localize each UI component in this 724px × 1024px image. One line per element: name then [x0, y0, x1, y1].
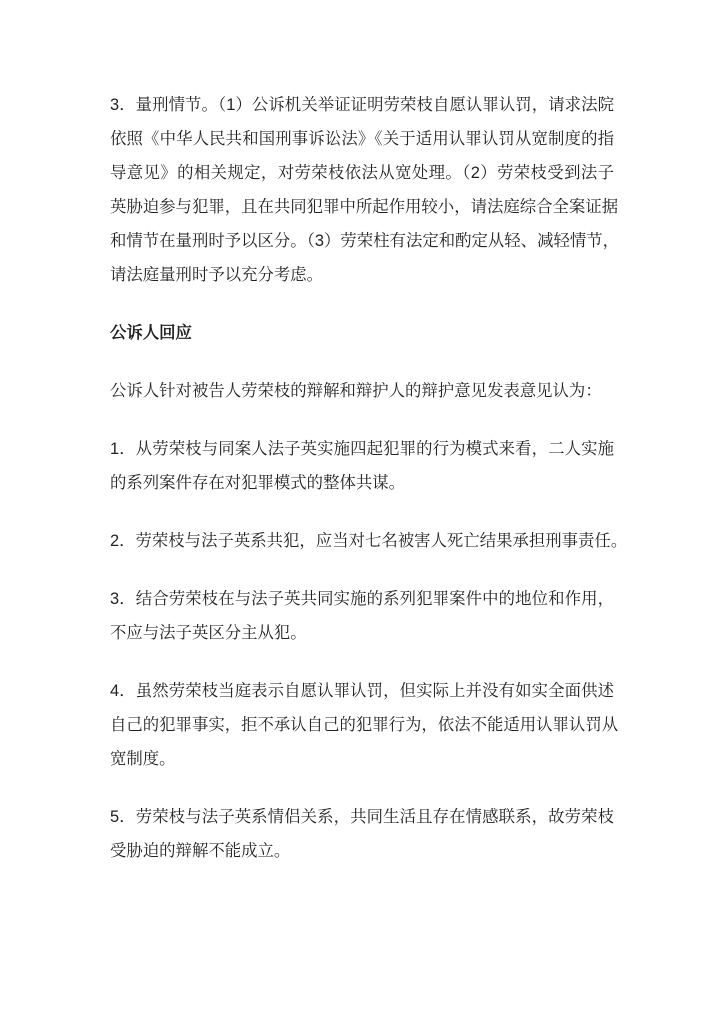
paragraph [110, 582, 614, 650]
text-line: 公诉人回应 [110, 324, 192, 342]
text-line: 不应与法子英区分主从犯。 [110, 624, 307, 642]
paragraph [110, 674, 619, 776]
text-line: 的系列案件存在对犯罪模式的整体共谋。 [110, 474, 406, 492]
text-line: 3．量刑情节。（1）公诉机关举证证明劳荣枝自愿认罪认罚，请求法院 [110, 96, 614, 114]
text-line: 依照《中华人民共和国刑事诉讼法》《关于适用认罪认罚从宽制度的指 [110, 130, 614, 148]
text-line: 和情节在量刑时予以区分。（3）劳荣柱有法定和酌定从轻、减轻情节， [110, 232, 620, 250]
text-line: 宽制度。 [110, 750, 176, 768]
text-line: 受胁迫的辩解不能成立。 [110, 842, 291, 860]
paragraph [110, 524, 628, 558]
text-line: 公诉人针对被告人劳荣枝的辩解和辩护人的辩护意见发表意见认为： [110, 382, 602, 400]
text-line: 4．虽然劳荣枝当庭表示自愿认罪认罚，但实际上并没有如实全面供述 [110, 682, 614, 700]
text-line: 导意见》的相关规定，对劳荣枝依法从宽处理。（2）劳荣枝受到法子 [110, 164, 614, 182]
text-line: 5．劳荣枝与法子英系情侣关系，共同生活且存在情感联系，故劳荣枝 [110, 808, 614, 826]
text-line: 自己的犯罪事实，拒不承认自己的犯罪行为，依法不能适用认罪认罚从 [110, 716, 619, 734]
text-line: 1．从劳荣枝与同案人法子英实施四起犯罪的行为模式来看，二人实施 [110, 440, 614, 458]
paragraph [110, 88, 620, 292]
paragraph [110, 800, 614, 868]
section-heading [110, 316, 614, 350]
text-line: 请法庭量刑时予以充分考虑。 [110, 266, 324, 284]
text-line: 英胁迫参与犯罪，且在共同犯罪中所起作用较小，请法庭综合全案证据 [110, 198, 619, 216]
text-line: 3．结合劳荣枝在与法子英共同实施的系列犯罪案件中的地位和作用， [110, 590, 614, 608]
paragraph [110, 374, 614, 408]
text-line: 2．劳荣枝与法子英系共犯，应当对七名被害人死亡结果承担刑事责任。 [110, 532, 628, 550]
paragraph [110, 432, 614, 500]
document-body [110, 88, 628, 892]
